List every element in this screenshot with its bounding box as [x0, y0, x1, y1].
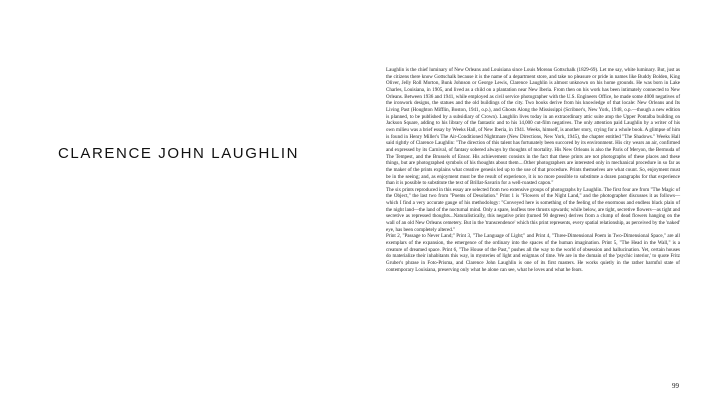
article-body	[386, 67, 680, 273]
article-title: CLARENCE JOHN LAUGHLIN	[58, 145, 300, 162]
page-number: 99	[672, 382, 679, 390]
article-paragraph: Print 2, "Passage to Never Land;" Print 3, "The Language of Light;" and Print 4, "Three-Dimensional Poem in Two-Dimensional Space," are all exemplars of the expansion, the emergence of the ordinary into the spaces of the human imagination. Print 5, "The Head in the Wall," is a creature of dreamed space. Print 6, "The House of the Past," pushes all the way to the world of obsession and hallucination. Yet, certain houses do materialize their inhabitants this way, in mysteries of light and enigmas of time. We are in the domain of the 'psychic interior,' to quote Fritz Gruber's phrase in Foto-Prisma, and Clarence John Laughlin is one of its first masters. He works quietly in the rather harmful state of contemporary Louisiana, preserving only what he alone can see, what he loves and what he fears.	[386, 233, 680, 273]
article-paragraph: Laughlin is the chief luminary of New Orleans and Louisiana since Louis Moreau Gottschalk (1829-69). Let me say, white luminary. But, just as the citizens there know Gottschalk because it is the name of a department store, and take no pleasure or pride in names like Buddy Bolden, King Oliver, Jelly Roll Morton, Bunk Johnson or George Lewis, Clarence Laughlin is almost unknown on his home grounds. He was born in Lake Charles, Louisiana, in 1905, and lived as a child on a plantation near New Iberia. From then on his work has been intimately connected to New Orleans. Between 1936 and 1941, while employed as civil service photographer with the U.S. Engineers Office, he made some 4000 negatives of the ironwork designs, the statues and the old buildings of the city. Two books derive from his knowledge of that locale: New Orleans and Its Living Past (Houghton Mifflin, Boston, 1941, o.p.), and Ghosts Along the Mississippi (Scribner's, New York, 1948, o.p.—though a new edition is planned, to be published by a subsidiary of Crown). Laughlin lives today in an extraordinary attic suite atop the Upper Pontalba building on Jackson Square, adding to his library of the fantastic and to his 14,000 cut-film negatives. The only attention paid Laughlin by a writer of his own milieu was a brief essay by Weeks Hall, of New Iberia, in 1941. Weeks, himself, is another story, crying for a whole book. A glimpse of him is found in Henry Miller's The Air-Conditioned Nightmare (New Directions, New York, 1945), the chapter entitled "The Shadows." Weeks Hall said rightly of Clarence Laughlin: "The direction of this talent has fortunately been succored by its environment. His city wears an air, confirmed and expressed by its Carnival, of fantasy sobered always by thoughts of mortality. His New Orleans is also the Paris of Meryon, the Bermuda of The Tempest, and the Brussels of Ensor. His achievement consists in the fact that these prints are not photographs of these places and these things, but are photographed symbols of his thoughts about them....Other photographers are interested only in mechanical procedure in so far as the maker of the prints explains what creative genesis led up to the use of that procedure. Prints themselves are what count. So, enjoyment must be in the seeing; and, as enjoyment must be the result of experience, it is no more possible to substitute a dozen paragraphs for that experience than it is possible to substitute the text of Brillat-Savarin for a well-roasted capon."	[386, 67, 680, 187]
article-paragraph: The six prints reproduced in this essay are selected from two extensive groups of photographs by Laughlin. The first four are from "The Magic of the Object," the last two from "Poems of Desolation." Print 1 is "Flowers of the Night Land," and the photographer discusses it as follows—which I find a very accurate gauge of his methodology: "Conveyed here is something of the feeling of the enormous and endless black plain of the night land—the land of the nocturnal mind. Only a spare, leafless tree thrusts upwards; while below, are tight, secretive flowers—as tight and secretive as repressed thoughts...Naturalistically, this negative print (turned 90 degrees) derives from a clump of dead flowers hanging on the wall of an old New Orleans cemetery. But in the 'transcendence' which this print represents, every spatial relationship, as perceived by the 'naked' eye, has been completely altered."	[386, 186, 680, 233]
